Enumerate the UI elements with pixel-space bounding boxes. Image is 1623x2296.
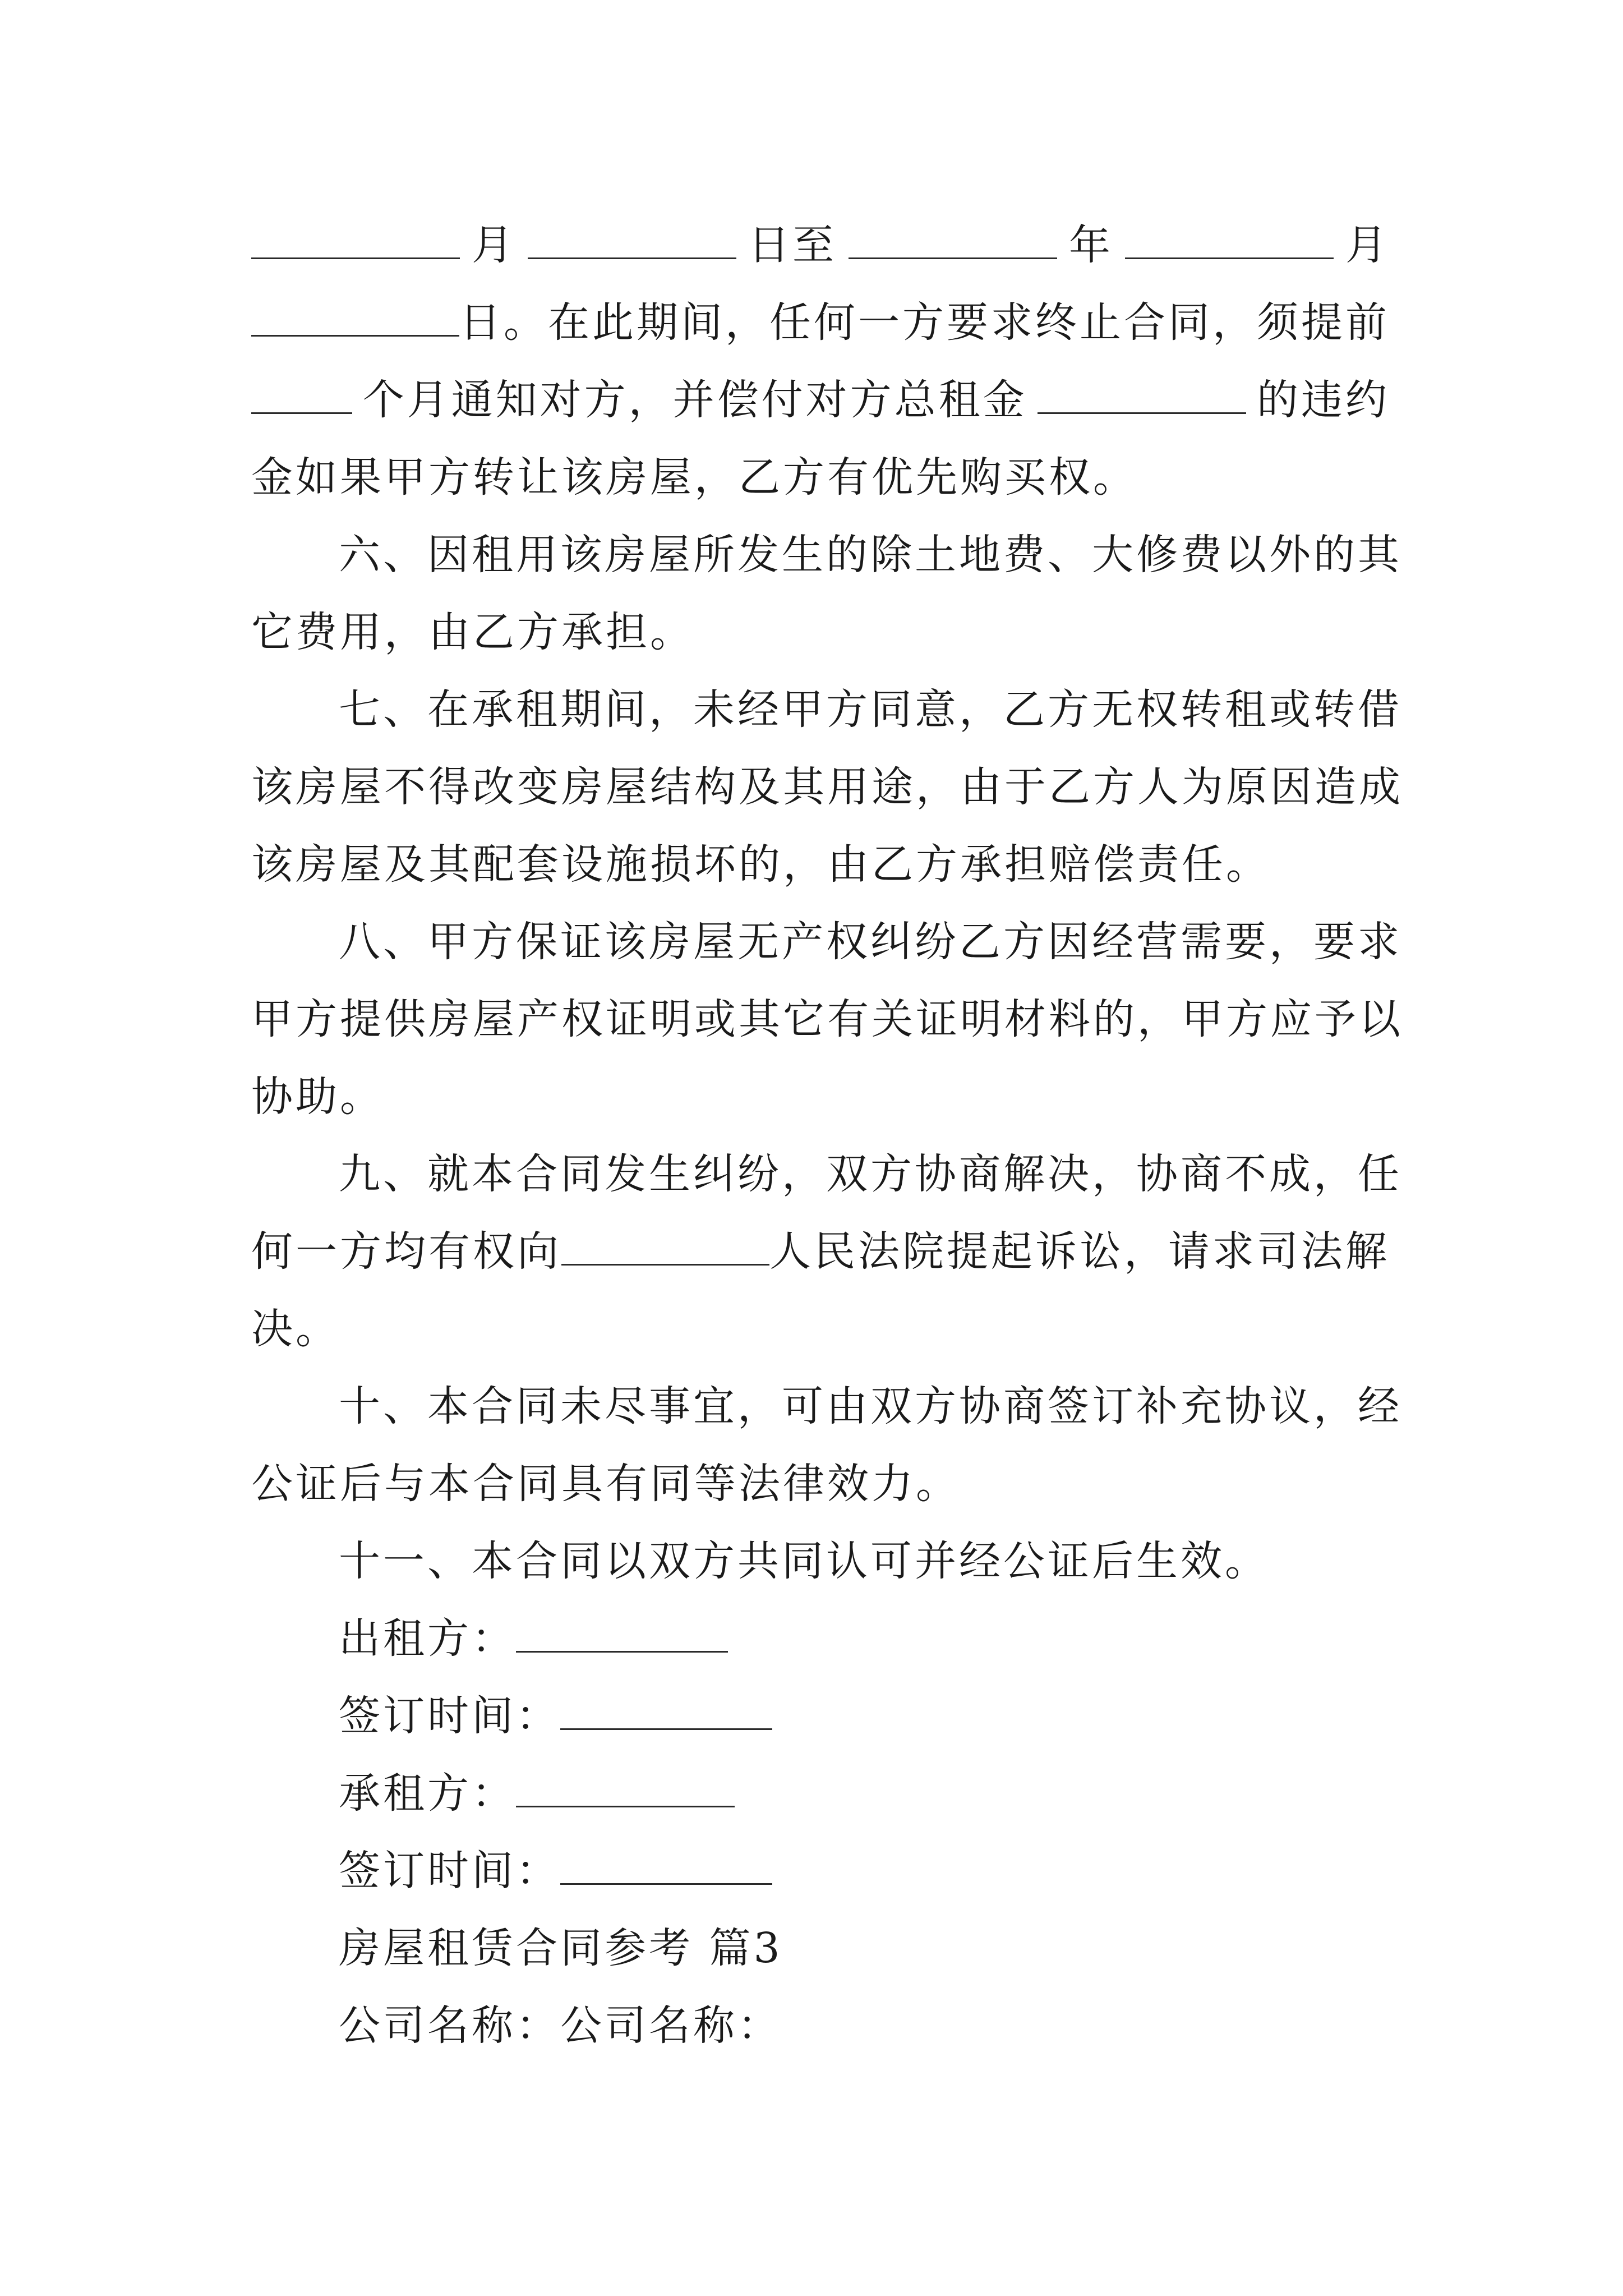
text-span: 个月通知对方，并偿付对方总租金 bbox=[362, 376, 1027, 424]
sign-time-label: 签订时间： bbox=[339, 1692, 560, 1740]
section-title: 房屋租赁合同参考 篇3 bbox=[339, 1924, 783, 1972]
clause8-line3: 协助。 bbox=[251, 1073, 384, 1121]
text-span: 何一方均有权向 bbox=[251, 1227, 561, 1276]
clause5-line3 bbox=[251, 361, 1390, 439]
clause8-line1: 八、甲方保证该房屋无产权纠纷乙方因经营需要，要求 bbox=[339, 918, 1402, 966]
clause7-line3: 该房屋及其配套设施损坏的，由乙方承担赔偿责任。 bbox=[251, 840, 1270, 889]
sign-time-label: 签订时间： bbox=[339, 1847, 560, 1895]
lessee-blank bbox=[516, 1766, 735, 1807]
clause9-line2 bbox=[251, 1213, 1390, 1290]
sign-time-blank bbox=[560, 1844, 772, 1885]
lessor-blank bbox=[516, 1612, 728, 1653]
text-span: 年 bbox=[1069, 221, 1113, 269]
text-span: 月 bbox=[1345, 221, 1390, 269]
text-span: 月 bbox=[472, 221, 516, 269]
lessee-signature bbox=[251, 1755, 1390, 1832]
clause7-line2: 该房屋不得改变房屋结构及其用途，由于乙方人为原因造成 bbox=[251, 763, 1403, 811]
clause6-line2: 它费用，由乙方承担。 bbox=[251, 608, 694, 656]
text-span: 的违约 bbox=[1256, 376, 1390, 424]
clause8-line2: 甲方提供房屋产权证明或其它有关证明材料的，甲方应予以 bbox=[251, 995, 1403, 1043]
clause10-line2: 公证后与本合同具有同等法律效力。 bbox=[251, 1460, 960, 1508]
blank-field bbox=[528, 218, 736, 259]
clause11: 十一、本合同以双方共同认可并经公证后生效。 bbox=[339, 1537, 1269, 1585]
blank-field bbox=[251, 218, 460, 259]
court-blank-field bbox=[561, 1225, 769, 1266]
lessee-label: 承租方： bbox=[339, 1769, 516, 1818]
clause7-line1: 七、在承租期间，未经甲方同意，乙方无权转租或转借 bbox=[339, 685, 1402, 734]
blank-field bbox=[251, 373, 352, 414]
clause10-line1: 十、本合同未尽事宜，可由双方协商签订补充协议，经 bbox=[339, 1382, 1402, 1430]
lessor-signature bbox=[251, 1600, 1390, 1677]
blank-field bbox=[251, 296, 459, 337]
contract-body bbox=[251, 206, 1403, 2064]
sign-time-blank bbox=[560, 1689, 772, 1730]
blank-field bbox=[1038, 373, 1246, 414]
blank-field bbox=[849, 218, 1057, 259]
sign-time-1 bbox=[251, 1677, 1390, 1755]
text-span: 日。在此期间，任何一方要求终止合同，须提前 bbox=[459, 298, 1390, 347]
lessor-label: 出租方： bbox=[339, 1614, 516, 1663]
company-name-line: 公司名称：公司名称： bbox=[339, 2001, 782, 2050]
text-span: 日至 bbox=[748, 221, 837, 269]
sign-time-2 bbox=[251, 1832, 1390, 1910]
clause5-line1 bbox=[251, 206, 1390, 284]
blank-field bbox=[1125, 218, 1334, 259]
clause6-line1: 六、因租用该房屋所发生的除土地费、大修费以外的其 bbox=[339, 531, 1402, 579]
clause9-line1: 九、就本合同发生纠纷，双方协商解决，协商不成，任 bbox=[339, 1150, 1402, 1198]
text-span: 人民法院提起诉讼，请求司法解 bbox=[769, 1227, 1390, 1276]
clause5-line2 bbox=[251, 284, 1390, 361]
clause9-line3: 决。 bbox=[251, 1305, 340, 1353]
clause5-line4: 金如果甲方转让该房屋，乙方有优先购买权。 bbox=[251, 453, 1137, 501]
